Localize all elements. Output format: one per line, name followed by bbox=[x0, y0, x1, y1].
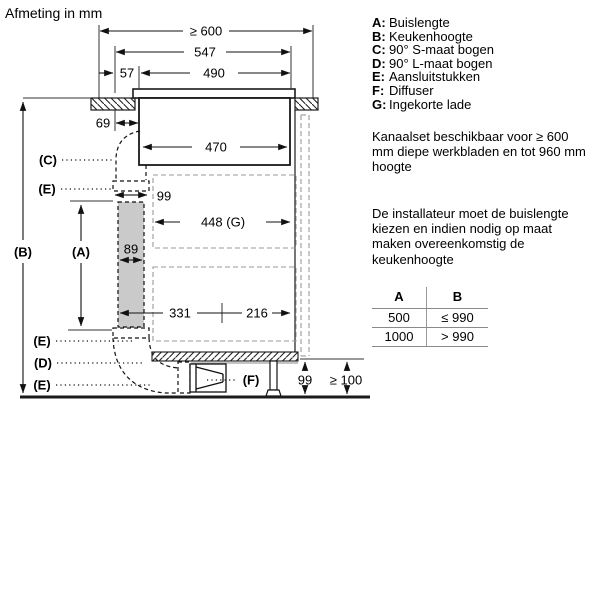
hob-flange bbox=[133, 89, 295, 98]
dim-worktop-depth: ≥ 600 bbox=[189, 23, 223, 39]
dimension-lines bbox=[23, 31, 347, 394]
callout-leaders bbox=[56, 160, 237, 385]
callout-e1: (E) bbox=[38, 181, 56, 197]
note-installer: De installateur moet de buislengte kiezen en indien nodig op maat maken overeenkomstig de keukenhoogte bbox=[372, 206, 569, 267]
legend-item-d: D: 90° L-maat bogen bbox=[372, 55, 493, 71]
legend-item-b: B: Keukenhoogte bbox=[372, 28, 473, 44]
connector-bottom bbox=[113, 328, 149, 338]
plinth-board bbox=[152, 352, 298, 361]
worktop-left-section bbox=[91, 98, 135, 110]
page-title: Afmeting in mm bbox=[5, 5, 103, 21]
legend-item-f: F: Diffuser bbox=[372, 82, 434, 98]
dim-channel-width: 99 bbox=[156, 188, 172, 204]
structure-lines bbox=[20, 89, 370, 397]
hob-body bbox=[139, 98, 290, 165]
drawer-bottom-outline bbox=[153, 267, 296, 341]
dim-dist-right: 216 bbox=[246, 305, 268, 321]
diffuser bbox=[190, 364, 226, 392]
dim-offset-left: 57 bbox=[119, 65, 135, 81]
legend-item-g: G: Ingekorte lade bbox=[372, 96, 472, 112]
legend-item-e: E: Aansluitstukken bbox=[372, 69, 481, 85]
pipe-length-table bbox=[372, 287, 488, 347]
table-header-b: B bbox=[427, 287, 489, 309]
dim-body-width: 470 bbox=[205, 139, 227, 155]
dim-duct-width: 89 bbox=[123, 241, 139, 257]
legend-item-a: A: Buislengte bbox=[372, 15, 450, 30]
callout-a: (A) bbox=[71, 244, 91, 260]
dim-dist-left: 331 bbox=[169, 305, 191, 321]
table-row: 500 ≤ 990 bbox=[372, 309, 488, 328]
dim-duct-offset: 69 bbox=[95, 115, 111, 131]
table-row: 1000 > 990 bbox=[372, 328, 488, 347]
dim-cutout-width: 490 bbox=[203, 65, 225, 81]
callout-e2: (E) bbox=[33, 333, 51, 349]
extension-lines bbox=[23, 25, 364, 359]
callout-f: (F) bbox=[242, 372, 260, 388]
worktop-right-section bbox=[295, 98, 318, 110]
flat-duct bbox=[118, 202, 144, 327]
legend-item-c: C: 90° S-maat bogen bbox=[372, 42, 494, 58]
rear-channel bbox=[301, 115, 309, 356]
dim-plinth-height: 99 bbox=[297, 372, 313, 388]
callout-b: (B) bbox=[13, 244, 33, 260]
connector-top bbox=[113, 181, 149, 191]
note-duct-kit: Kanaalset beschikbaar voor ≥ 600 mm diepe werkbladen en tot 960 mm hoogte bbox=[372, 129, 586, 175]
cabinet-leg bbox=[266, 361, 281, 396]
dim-width-total: 547 bbox=[194, 44, 216, 60]
dim-clearance: ≥ 100 bbox=[329, 372, 363, 388]
callout-d: (D) bbox=[33, 355, 53, 371]
drawer-top-outline bbox=[153, 175, 296, 248]
callout-c: (C) bbox=[38, 152, 58, 168]
dim-drawer-depth: 448 (G) bbox=[200, 214, 246, 230]
table-header-a: A bbox=[372, 287, 427, 309]
legend bbox=[372, 16, 494, 111]
callout-e3: (E) bbox=[33, 377, 51, 393]
l-bend-90 bbox=[113, 338, 190, 393]
installation-diagram bbox=[0, 0, 380, 412]
